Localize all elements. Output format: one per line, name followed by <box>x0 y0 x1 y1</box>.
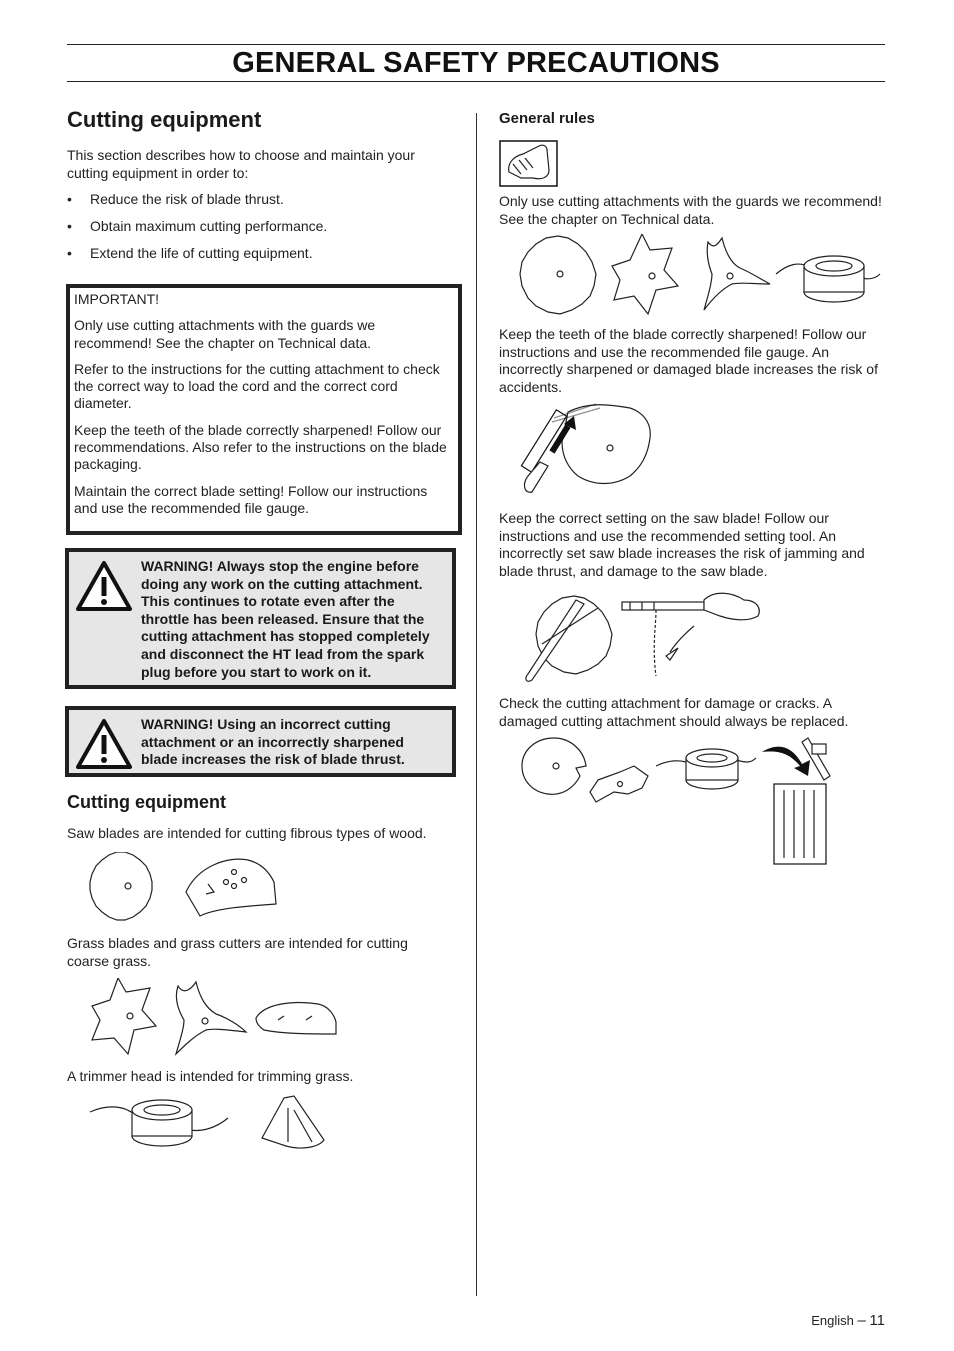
list-item: • Extend the life of cutting equipment. <box>67 245 447 263</box>
saw-setting-illustration <box>518 586 764 684</box>
blade-sharpening-illustration <box>518 402 658 496</box>
warning-triangle-icon <box>75 718 133 770</box>
grass-blade-text: Grass blades and grass cutters are intended for cutting coarse grass. <box>67 935 408 969</box>
rules-paragraph-setting: Keep the correct setting on the saw blade! Follow our instructions and use the recommended setting tool. An incorrectly set saw blade increases the risk of jamming and blade thrust, and damage to the saw blade. <box>499 510 865 579</box>
page-title: GENERAL SAFETY PRECAUTIONS <box>232 47 720 79</box>
bullet-list <box>67 191 447 272</box>
footer-separator: – <box>857 1312 866 1329</box>
section-heading: Cutting equipment <box>67 107 262 132</box>
trimmer-head-text: A trimmer head is intended for trimming grass. <box>67 1068 354 1084</box>
important-paragraph: Only use cutting attachments with the guards we recommend! See the chapter on Technical data. <box>74 317 376 351</box>
rules-paragraph-damage: Check the cutting attachment for damage or cracks. A damaged cutting attachment should always be replaced. <box>499 695 849 729</box>
trimmer-head-illustration <box>88 1092 330 1154</box>
column-divider <box>476 113 477 1296</box>
important-notice <box>66 284 462 535</box>
page-title-bar <box>67 44 885 82</box>
rules-paragraph-guards: Only use cutting attachments with the guards we recommend! See the chapter on Technical data. <box>499 193 882 227</box>
warning-box-stop-engine <box>65 548 456 689</box>
important-paragraph: Refer to the instructions for the cutting attachment to check the correct way to load the cord and the correct cord diameter. <box>74 360 440 412</box>
intro-text: This section describes how to choose and maintain your cutting equipment in order to: <box>67 147 415 181</box>
protective-glove-icon <box>499 140 558 187</box>
attachments-illustration <box>518 234 882 318</box>
damaged-attachment-disposal-illustration <box>518 736 838 866</box>
saw-blade-text: Saw blades are intended for cutting fibrous types of wood. <box>67 825 427 841</box>
warning-text: WARNING! Always stop the engine before doing any work on the cutting attachment. This continues to rotate even after the throttle has been released. Ensure that the cutting attachment has stopped completely and disconnect the HT lead from the spark plug before you start to work on it. <box>141 558 430 680</box>
general-rules-heading: General rules <box>499 110 595 127</box>
important-paragraph: Keep the teeth of the blade correctly sharpened! Follow our recommendations. Also refer to the instructions on the blade packaging. <box>74 421 447 473</box>
rules-paragraph-sharpen: Keep the teeth of the blade correctly sharpened! Follow our instructions and use the recommended file gauge. An incorrectly sharpened or damaged blade increases the risk of accidents. <box>499 326 878 395</box>
page-number: 11 <box>869 1312 885 1329</box>
footer-language: English <box>811 1313 854 1328</box>
page-footer <box>811 1312 885 1329</box>
grass-blade-illustration <box>88 978 343 1058</box>
important-label: IMPORTANT! <box>74 291 160 307</box>
warning-box-incorrect-attachment <box>65 706 456 777</box>
list-item: • Obtain maximum cutting performance. <box>67 218 447 236</box>
sub-heading: Cutting equipment <box>67 792 226 812</box>
saw-blade-illustration <box>88 852 278 926</box>
important-paragraph: Maintain the correct blade setting! Follow our instructions and use the recommended file gauge. <box>74 482 428 516</box>
warning-text: WARNING! Using an incorrect cutting attachment or an incorrectly sharpened blade increases the risk of blade thrust. <box>141 716 405 768</box>
warning-triangle-icon <box>75 560 133 612</box>
list-item: • Reduce the risk of blade thrust. <box>67 191 447 209</box>
